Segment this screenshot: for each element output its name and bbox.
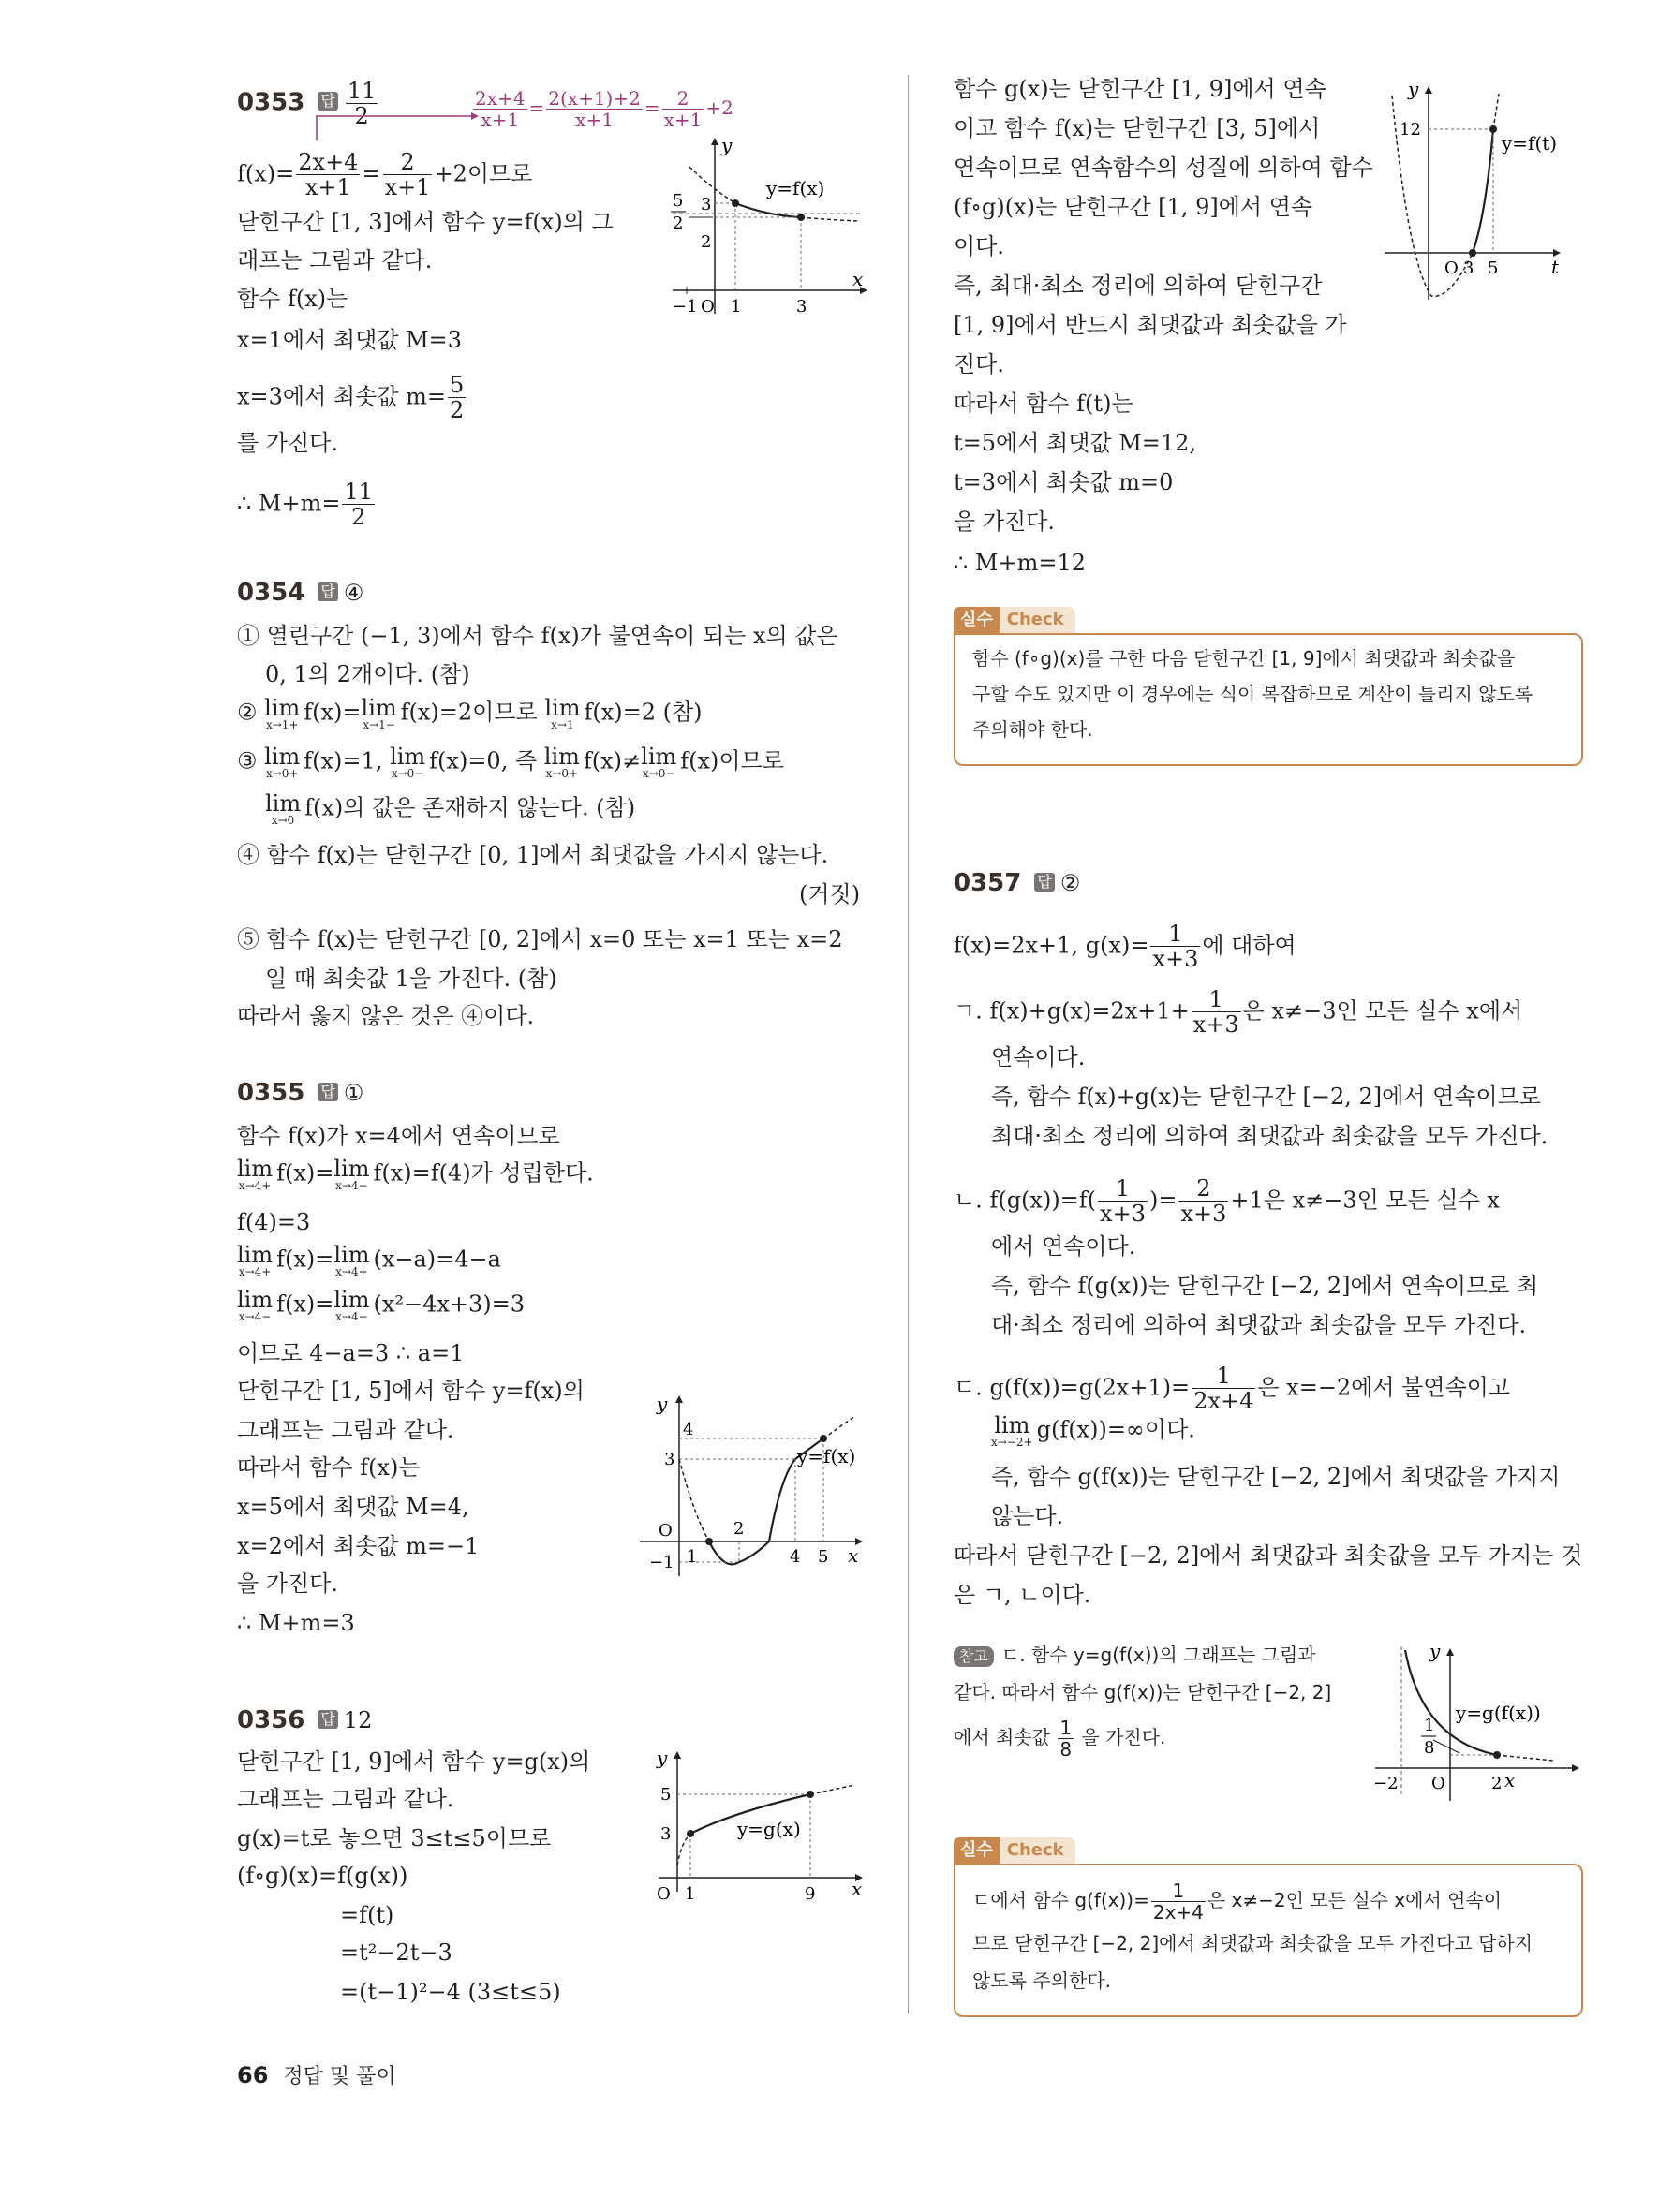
q0356-line: t=5에서 최댓값 M=12, (954, 430, 1197, 456)
check-box-0357 (954, 1864, 1583, 2017)
q0356-line: 이다. (954, 233, 1004, 259)
question-number: 0356 (237, 1706, 305, 1734)
q0357-line: lim x→−2+ g(f(x))=∞이다. (991, 1412, 1195, 1449)
tick-x9: 9 (805, 1884, 816, 1904)
tick-2: 2 (1491, 1774, 1503, 1793)
curve-dashed-left (679, 1459, 709, 1541)
q0356-line: 함수 g(x)는 닫힌구간 [1, 9]에서 연속 (954, 76, 1326, 102)
q0353-line: 닫힌구간 [1, 3]에서 함수 y=f(x)의 그 (237, 209, 614, 235)
question-number: 0353 (237, 88, 305, 117)
origin: O (1431, 1774, 1445, 1793)
q0356-line: [1, 9]에서 반드시 최댓값과 최솟값을 가 (954, 312, 1347, 338)
q0354-line: 따라서 옳지 않은 것은 ④이다. (237, 1003, 535, 1029)
origin: O (657, 1884, 671, 1904)
q0354-line: ① 열린구간 (−1, 3)에서 함수 f(x)가 불연속이 되는 x의 값은 (237, 623, 838, 649)
question-number: 0355 (237, 1079, 305, 1107)
q0354-header (237, 579, 363, 607)
check-tab-0357: 실수 Check (954, 1837, 1075, 1864)
point-min (1469, 249, 1476, 257)
func-label: y=g(x) (737, 1818, 801, 1840)
x-label: t (1551, 256, 1560, 278)
func-label: y=f(t) (1502, 132, 1558, 155)
tick-x1: 1 (685, 1884, 696, 1904)
q0353-line: x=1에서 최댓값 M=3 (237, 327, 463, 353)
check-line: ㄷ에서 함수 g(f(x))= $\frac{1}{2x+4}$ 은 x≠−2인 모든 실수 x에서 연속이 (972, 1880, 1503, 1924)
q0356-line: 이고 함수 f(x)는 닫힌구간 [3, 5]에서 (954, 115, 1321, 141)
point-max (1489, 125, 1497, 133)
curve-dashed-left (689, 167, 735, 203)
answer-value: 12 (343, 1707, 373, 1733)
q0354-line: ⑤ 함수 f(x)는 닫힌구간 [0, 2]에서 x=0 또는 x=1 또는 x=2 (237, 926, 843, 952)
q0357-line: ㄱ. f(x)+g(x)=2x+1+ $\frac{1}{x+3}$ 은 x≠−3인 모든 실수 x에서 (954, 986, 1523, 1039)
q0357-line: 따라서 닫힌구간 [−2, 2]에서 최댓값과 최솟값을 모두 가지는 것 (954, 1542, 1583, 1569)
check-tab-0356: 실수 Check (954, 607, 1075, 633)
q0354-line: ④ 함수 f(x)는 닫힌구간 [0, 1]에서 최댓값을 가지지 않는다. (237, 842, 829, 868)
tick-t5: 5 (1488, 258, 1499, 278)
q0355-line: lim x→4− f(x)= lim x→4− (x²−4x+3)=3 (237, 1287, 526, 1323)
page-footer (237, 2060, 396, 2089)
check-line: 않도록 주의한다. (972, 1969, 1111, 1992)
curve-dashed-right (1493, 94, 1499, 129)
q0355-line: 을 가진다. (237, 1571, 338, 1597)
tick-4: 4 (683, 1420, 694, 1439)
q0357-line: 즉, 함수 g(f(x))는 닫힌구간 [−2, 2]에서 최댓값을 가지지 (991, 1464, 1561, 1490)
tick-t3: 3 (1463, 258, 1474, 278)
pointer (1433, 1740, 1459, 1753)
q0357-graph (1366, 1637, 1581, 1806)
tick-2: 2 (701, 232, 712, 252)
x-label: x (852, 268, 864, 290)
answer-tag: 답 (1034, 873, 1054, 892)
q0357-line: 에서 연속이다. (991, 1233, 1136, 1260)
curve-dashed-right (810, 1785, 855, 1794)
q0354-line: 0, 1의 2개이다. (참) (265, 661, 470, 687)
q0355-header (237, 1079, 363, 1107)
y-axis-arrow (674, 1751, 681, 1759)
q0356-line: ∴ M+m=12 (954, 550, 1086, 576)
frac-num: 1 (1424, 1716, 1435, 1735)
q0355-graph (630, 1384, 874, 1585)
q0356-header (237, 1706, 372, 1734)
y-axis-arrow (1425, 86, 1432, 94)
q0356-line: =(t−1)²−4 (3≤t≤5) (340, 1979, 561, 2005)
func-label: y=g(f(x)) (1456, 1702, 1541, 1724)
check-line: 므로 닫힌구간 [−2, 2]에서 최댓값과 최솟값을 모두 가진다고 답하지 (972, 1932, 1533, 1954)
point-min (1493, 1751, 1501, 1759)
curve-dashed-right (823, 1416, 855, 1438)
q0353-formula: f(x)= $\frac{2x+4}{x+1}$ = $\frac{2}{x+1}$ +2이므로 (237, 149, 533, 201)
note-line: 같다. 따라서 함수 g(f(x))는 닫힌구간 [−2, 2] (954, 1681, 1332, 1703)
frac-num: 5 (673, 191, 684, 211)
check-line: 구할 수도 있지만 이 경우에는 식이 복잡하므로 계산이 틀리지 않도록 (972, 683, 1533, 705)
curve-dashed-right (801, 217, 860, 221)
q0356-line: (f∘g)(x)=f(g(x)) (237, 1863, 408, 1889)
note-line: 참고 ㄷ. 함수 y=g(f(x))의 그래프는 그림과 (954, 1641, 1316, 1669)
frac-den: 2 (673, 214, 684, 233)
q0357-header (954, 869, 1080, 897)
origin: O (701, 297, 715, 317)
q0355-line: 함수 f(x)가 x=4에서 연속이므로 (237, 1123, 560, 1149)
page-number: 66 (237, 2062, 269, 2088)
check-box-0356 (954, 633, 1583, 766)
origin: O (659, 1521, 673, 1541)
x-axis-arrow (1572, 1764, 1579, 1772)
q0357-line: 은 ㄱ, ㄴ이다. (954, 1582, 1091, 1608)
question-number: 0354 (237, 579, 305, 607)
q0356-line: 따라서 함수 f(t)는 (954, 391, 1133, 417)
q0356-line: =t²−2t−3 (340, 1939, 452, 1966)
point-min (797, 214, 805, 221)
y-axis-arrow (1446, 1648, 1454, 1656)
answer-value: ④ (343, 580, 364, 606)
q0357-line: 대·최소 정리에 의하여 최댓값과 최솟값을 모두 가진다. (991, 1312, 1527, 1338)
tick-3: 3 (701, 195, 712, 214)
answer-tag: 답 (318, 1083, 337, 1101)
func-label: y=f(x) (797, 1445, 856, 1467)
q0355-line: 닫힌구간 [1, 5]에서 함수 y=f(x)의 (237, 1378, 585, 1404)
tick-5: 5 (660, 1785, 672, 1805)
footer-title: 정답 및 풀이 (283, 2065, 396, 2088)
tick-x5: 5 (818, 1547, 829, 1567)
q0354-line: ③ lim x→0+ f(x)=1, lim x→0− f(x)=0, 즉 lim x→0+ f(x)≠ lim x→0− f(x)이므로 (237, 744, 784, 780)
tick-x1: 1 (731, 297, 742, 317)
answer-value: ① (343, 1080, 364, 1106)
y-label: y (1408, 78, 1419, 100)
tick-neg1: −1 (649, 1553, 674, 1572)
q0355-line: x=2에서 최솟값 m=−1 (237, 1533, 480, 1559)
q0353-graph (654, 131, 874, 318)
q0354-line: 일 때 최솟값 1을 가진다. (참) (265, 966, 557, 992)
q0353-line: ∴ M+m= $\frac{11}{2}$ (237, 479, 373, 531)
q0357-line: ㄴ. f(g(x))=f( $\frac{1}{x+3}$ )= $\frac{2}{x+3}$ +1은 x≠−3인 모든 실수 x (954, 1175, 1500, 1228)
q0356-line: t=3에서 최솟값 m=0 (954, 469, 1174, 495)
y-label: y (657, 1393, 668, 1415)
q0355-line: x=5에서 최댓값 M=4, (237, 1494, 469, 1520)
y-axis-arrow (711, 138, 718, 145)
tick-x1: 1 (687, 1547, 698, 1567)
curve-solid-rise (769, 1459, 795, 1541)
q0356-line: =f(t) (340, 1902, 394, 1928)
q0354-line: (거짓) (799, 881, 861, 907)
q0354-line: lim x→0 f(x)의 값은 존재하지 않는다. (참) (265, 790, 636, 827)
frac-den: 8 (1424, 1738, 1435, 1758)
q0353-line: 함수 f(x)는 (237, 286, 348, 312)
tick-neg1: −1 (673, 297, 698, 317)
column-divider (908, 75, 909, 2013)
y-axis-arrow (675, 1395, 683, 1403)
y-label: y (1429, 1640, 1441, 1662)
q0355-line: f(4)=3 (237, 1209, 311, 1235)
tick-neg2: −2 (1373, 1774, 1399, 1793)
check-line: 함수 (f∘g)(x)를 구한 다음 닫힌구간 [1, 9]에서 최댓값과 최솟값을 (972, 647, 1516, 670)
q0356-line: 그래프는 그림과 같다. (237, 1786, 454, 1812)
q0355-line: lim x→4+ f(x)= lim x→4− f(x)=f(4)가 성립한다. (237, 1156, 594, 1192)
q0354-line: ② lim x→1+ f(x)= lim x→1− f(x)=2이므로 lim x→1 f(x)=2 (참) (237, 695, 703, 731)
tick-x4: 4 (790, 1547, 801, 1567)
q0357-line: f(x)=2x+1, g(x)= $\frac{1}{x+3}$ 에 대하여 (954, 921, 1296, 973)
q0356-line: g(x)=t로 놓으면 3≤t≤5이므로 (237, 1825, 552, 1851)
question-number: 0357 (954, 869, 1022, 897)
tick-3: 3 (660, 1824, 672, 1844)
curve-solid (1473, 129, 1493, 253)
q0355-line: ∴ M+m=3 (237, 1610, 355, 1636)
q0353-note-arrow (312, 105, 499, 142)
curve-dashed-right (1497, 1755, 1553, 1761)
q0356-line: 연속이므로 연속함수의 성질에 의하여 함수 (954, 155, 1373, 181)
note-line: 에서 최솟값 $\frac{1}{8}$ 을 가진다. (954, 1717, 1166, 1761)
q0353-line: 래프는 그림과 같다. (237, 247, 433, 273)
q0355-line: 이므로 4−a=3 ∴ a=1 (237, 1340, 465, 1366)
tick-x3: 3 (796, 297, 807, 317)
curve-solid (735, 203, 801, 217)
q0353-line: 를 가진다. (237, 430, 338, 456)
func-label: y=f(x) (766, 177, 825, 199)
answer-value: ② (1059, 870, 1081, 896)
point-max (820, 1435, 827, 1442)
tick-x2: 2 (733, 1519, 745, 1539)
y-label: y (657, 1747, 668, 1769)
q0357-line: 즉, 함수 f(g(x))는 닫힌구간 [−2, 2]에서 연속이므로 최 (991, 1273, 1539, 1299)
tick-3: 3 (664, 1450, 675, 1469)
q0356-line: 닫힌구간 [1, 9]에서 함수 y=g(x)의 (237, 1748, 591, 1775)
note-tag: 참고 (954, 1646, 994, 1667)
q0357-line: ㄷ. g(f(x))=g(2x+1)= $\frac{1}{2x+4}$ 은 x=−2에서 불연속이고 (954, 1363, 1511, 1415)
q0356-line: 즉, 최대·최소 정리에 의하여 닫힌구간 (954, 273, 1323, 299)
q0353-side-note: $\frac{2x+4}{x+1}$ = $\frac{2(x+1)+2}{x+1}$ = $\frac{2}{x+1}$ +2 (475, 87, 733, 131)
tick-12: 12 (1400, 120, 1421, 140)
x-label: x (852, 1878, 863, 1900)
q0357-line: 연속이다. (991, 1044, 1086, 1070)
answer-tag: 답 (318, 92, 337, 111)
curve-dashed-left (677, 1834, 690, 1865)
point-max (732, 199, 739, 207)
check-line: 주의해야 한다. (972, 718, 1093, 741)
q0356-line: 을 가진다. (954, 509, 1055, 535)
q0355-line: lim x→4+ f(x)= lim x→4+ (x−a)=4−a (237, 1242, 501, 1278)
point-open (705, 1538, 713, 1545)
q0357-line: 최대·최소 정리에 의하여 최댓값과 최솟값을 모두 가진다. (991, 1123, 1548, 1149)
y-label: y (721, 134, 733, 156)
x-label: x (848, 1544, 859, 1567)
point-start (687, 1830, 694, 1837)
answer-tag: 답 (318, 1710, 337, 1729)
answer-tag: 답 (318, 582, 337, 601)
q0355-line: 그래프는 그림과 같다. (237, 1417, 454, 1443)
q0357-line: 즉, 함수 f(x)+g(x)는 닫힌구간 [−2, 2]에서 연속이므로 (991, 1084, 1542, 1110)
point-end (807, 1791, 814, 1798)
q0357-line: 않는다. (991, 1503, 1064, 1529)
origin: O (1444, 258, 1459, 278)
q0353-line: x=3에서 최솟값 m= $\frac{5}{2}$ (237, 372, 465, 424)
answer-fraction: $\frac{11}{2}$ (347, 78, 377, 130)
q0356-line: (f∘g)(x)는 닫힌구간 [1, 9]에서 연속 (954, 194, 1313, 220)
q0356-graph-f (1366, 75, 1581, 318)
q0355-line: 따라서 함수 f(x)는 (237, 1454, 421, 1481)
x-label: x (1504, 1769, 1516, 1792)
q0356-line: 진다. (954, 351, 1004, 377)
q0356-graph-g (640, 1742, 874, 1910)
